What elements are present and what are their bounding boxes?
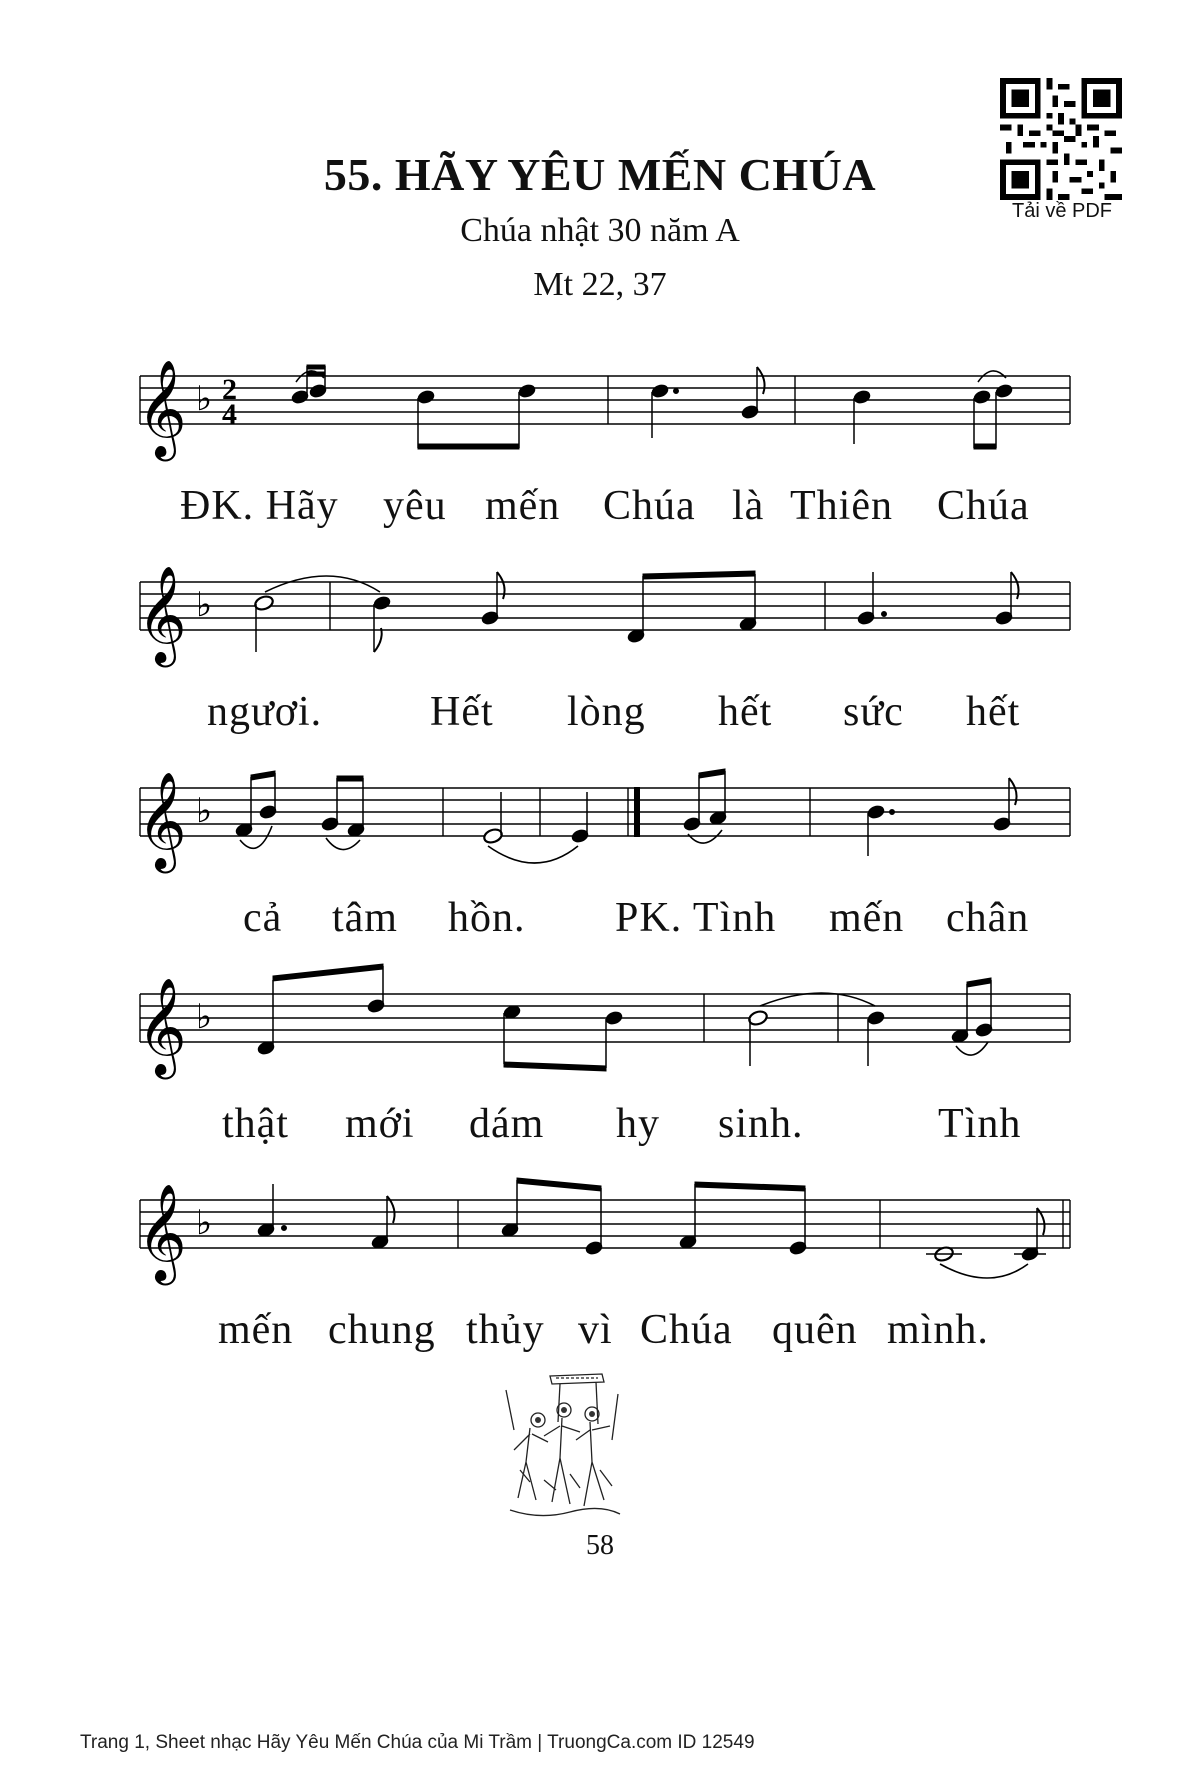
- lyric-word: lòng: [567, 689, 646, 735]
- lyric-word: hết: [966, 689, 1021, 735]
- lyric-word: sinh.: [718, 1101, 804, 1147]
- song-title: 55. HÃY YÊU MẾN CHÚA: [323, 149, 877, 200]
- lyric-word: Chúa: [640, 1307, 733, 1353]
- scripture-reference: Mt 22, 37: [533, 266, 667, 303]
- staff-line-5: [0, 1160, 1200, 1290]
- lyric-word: sức: [843, 689, 904, 735]
- lyric-word: yêu: [383, 483, 447, 529]
- treble-clef-icon: 𝄞: [137, 359, 187, 457]
- treble-clef-icon: 𝄞: [137, 565, 187, 663]
- lyric-word: quên: [772, 1307, 858, 1353]
- lyric-word: dám: [469, 1101, 545, 1147]
- lyric-word: chung: [328, 1307, 436, 1353]
- notes: [291, 365, 1014, 449]
- qr-download-label[interactable]: Tải về PDF: [1011, 200, 1113, 222]
- staff-line-2: [0, 545, 1200, 675]
- treble-clef-icon: 𝄞: [137, 771, 187, 869]
- lyric-word: Chúa: [603, 483, 696, 529]
- staff-lines: [140, 376, 1070, 424]
- staff-line-4: [0, 955, 1200, 1085]
- lyric-word: PK. Tình: [615, 895, 777, 941]
- staff-line-3: [0, 750, 1200, 880]
- flat-icon: ♭: [196, 791, 213, 831]
- lyric-word: mến: [218, 1307, 294, 1353]
- figures-illustration: [500, 1370, 630, 1522]
- lyric-word: là: [732, 483, 765, 529]
- lyric-word: hy: [616, 1101, 660, 1147]
- lyric-word: hồn.: [448, 895, 526, 941]
- lyric-word: thủy: [466, 1307, 545, 1353]
- flat-icon: ♭: [196, 997, 213, 1037]
- treble-clef-icon: 𝄞: [137, 1183, 187, 1281]
- lyric-word: hết: [718, 689, 773, 735]
- flat-icon: ♭: [196, 379, 213, 419]
- lyric-word: vì: [578, 1307, 613, 1353]
- lyric-word: ngươi.: [207, 689, 323, 735]
- song-subtitle: Chúa nhật 30 năm A: [460, 212, 740, 249]
- lyric-word: Thiên: [790, 483, 893, 529]
- lyric-word: thật: [222, 1101, 289, 1147]
- time-signature-top: 2: [222, 373, 237, 406]
- lyric-word: Tình: [938, 1101, 1022, 1147]
- flat-icon: ♭: [196, 585, 213, 625]
- lyric-word: chân: [946, 895, 1030, 941]
- time-signature-bottom: 4: [222, 398, 237, 431]
- page-number: 58: [586, 1530, 614, 1561]
- treble-clef-icon: 𝄞: [137, 977, 187, 1075]
- lyric-word: cả: [243, 895, 283, 941]
- lyric-word: mến: [829, 895, 905, 941]
- flat-icon: ♭: [196, 1203, 213, 1243]
- lyric-word: Hết: [430, 689, 494, 735]
- lyric-word: mến: [485, 483, 561, 529]
- lyric-word: tâm: [332, 895, 398, 941]
- staff-line-1: [0, 340, 1200, 470]
- lyric-word: Chúa: [937, 483, 1030, 529]
- lyric-word: mình.: [887, 1307, 989, 1353]
- footer-caption: Trang 1, Sheet nhạc Hãy Yêu Mến Chúa của Mi Trầm | TruongCa.com ID 12549: [80, 1732, 755, 1753]
- lyric-word: mới: [345, 1101, 415, 1147]
- qr-code-icon[interactable]: [1000, 78, 1122, 200]
- lyric-word: ĐK. Hãy: [180, 483, 339, 529]
